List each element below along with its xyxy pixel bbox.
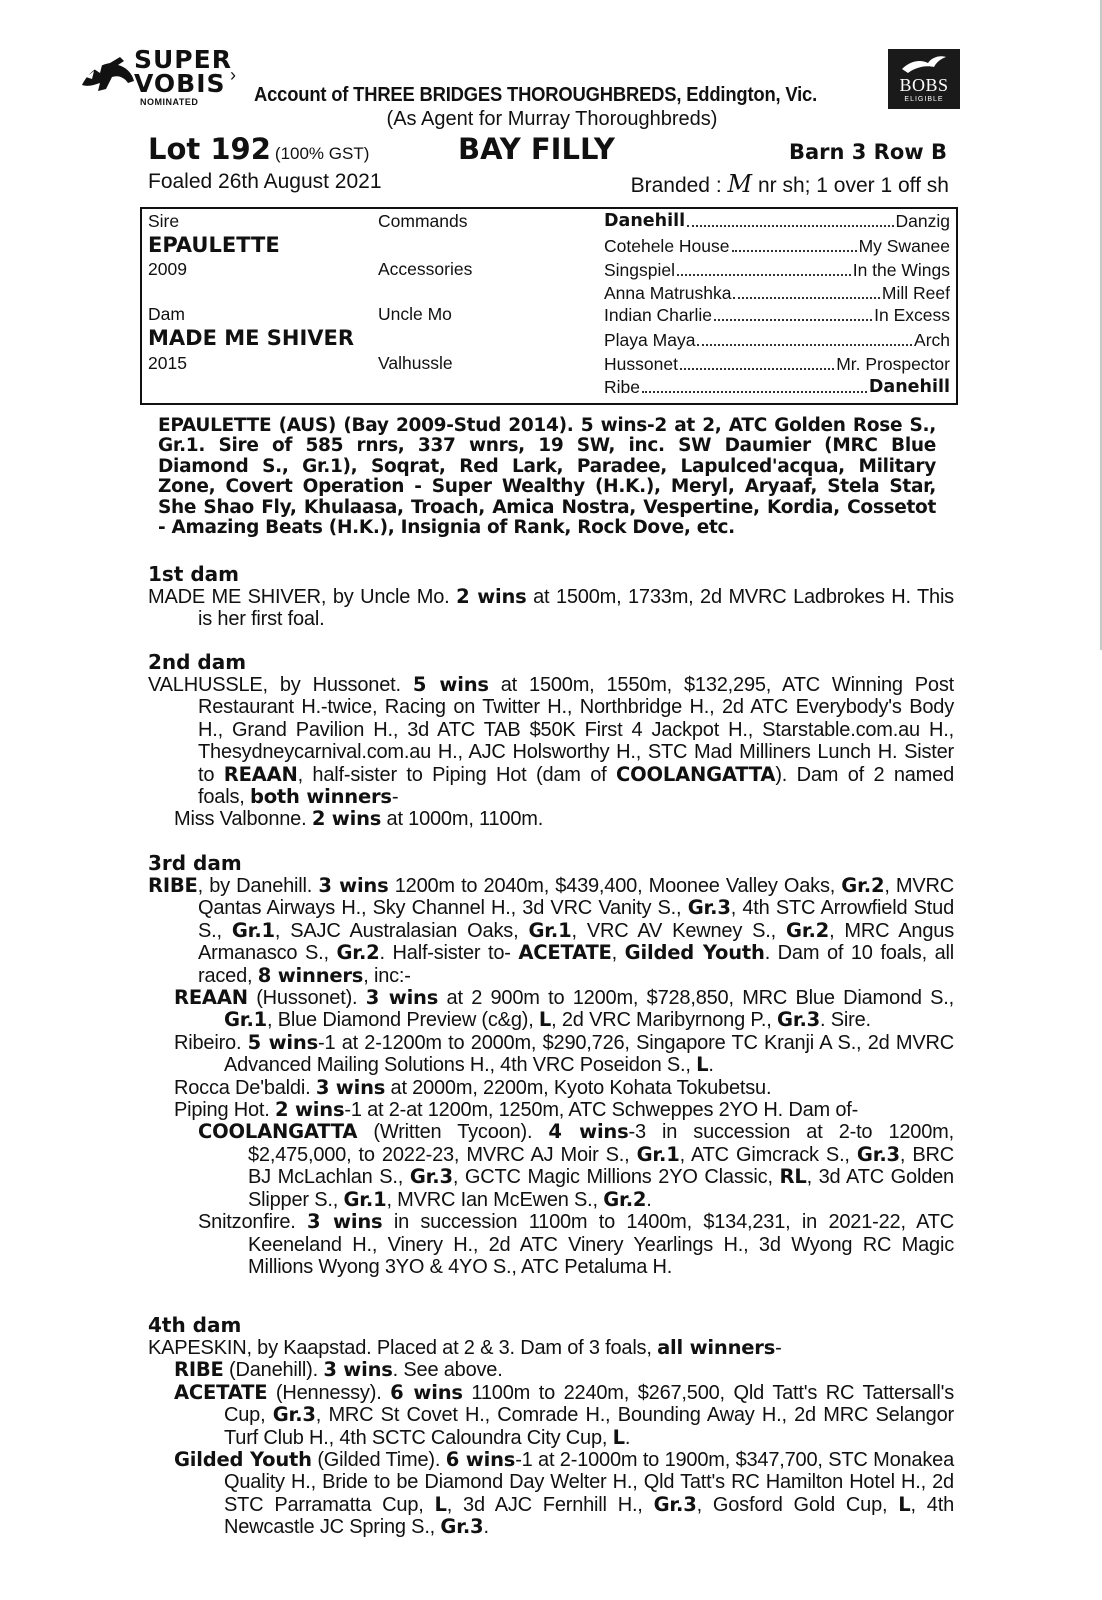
gild-t4: , Gosford Gold Cup,	[696, 1493, 899, 1516]
gild-t3: , 3d AJC Fernhill H.,	[446, 1493, 654, 1516]
third-dam-piping-hot	[148, 1099, 954, 1121]
d3-b10: 8 winners	[257, 963, 364, 987]
third-dam-coolangatta	[148, 1121, 954, 1211]
ribeiro-t2: -1 at 2-1200m to 2000m, $290,726, Singapore TC Kranji A S., 2d MVRC Advanced Mailing Solutions H., 4th VRC Poseidon S.,	[224, 1031, 954, 1077]
dam-year: 2015	[148, 353, 187, 373]
d3-t2: 1200m to 2040m, $439,400, Moonee Valley Oaks,	[388, 875, 842, 897]
ribe-t2: . See above.	[392, 1359, 503, 1382]
g2-right: My Swanee	[858, 236, 950, 256]
pedigree-g8	[604, 377, 950, 398]
acet-b1: 6 wins	[390, 1380, 463, 1404]
g8-left: Ribe	[604, 377, 640, 397]
d4-t1: KAPESKIN, by Kaapstad. Placed at 2 & 3. Dam of 3 foals,	[148, 1337, 658, 1359]
d2-t3: , half-sister to Piping Hot (dam of	[297, 763, 616, 786]
pedigree-g6	[604, 330, 950, 351]
super-vobis-line1: SUPER	[134, 45, 232, 74]
bobs-eligible-logo	[888, 49, 960, 109]
d3-t1: , by Danehill.	[197, 875, 319, 897]
lot-gst: (100% GST)	[274, 144, 370, 163]
acet-t3: , MRC St Covet H., Comrade H., Bounding Away H., 2d MRC Selangor Turf Club H., 4th SCTC Caloundra City Cup,	[224, 1404, 954, 1449]
piping-t1: Piping Hot.	[174, 1099, 275, 1122]
gild-t1: (Gilded Time).	[311, 1449, 446, 1472]
d3-b7: Gr.2	[336, 941, 380, 965]
brand-mark: M	[727, 170, 753, 198]
super-vobis-logo	[80, 45, 250, 107]
g6-left: Playa Maya	[604, 330, 696, 350]
reaan-t1: (Hussonet).	[247, 987, 366, 1010]
ribeiro-b1: 5 wins	[247, 1030, 318, 1054]
d3-t11: , inc:-	[363, 964, 411, 987]
d3-b0: RIBE	[148, 874, 198, 897]
g2-left: Cotehele House	[604, 236, 730, 256]
acet-t1: (Hennessy).	[267, 1381, 391, 1404]
lot-number	[148, 132, 369, 166]
ribeiro-t1: Ribeiro.	[174, 1031, 248, 1054]
d2-c1-t2: at 1000m, 1100m.	[381, 808, 544, 831]
pedigree-g7	[604, 354, 950, 375]
dam-sire: Uncle Mo	[378, 304, 452, 324]
fourth-dam-section	[148, 1313, 954, 1539]
d3-t5: , SAJC Australasian Oaks,	[274, 919, 529, 942]
d4-b1: all winners	[657, 1336, 776, 1359]
d3-t7: , MRC Angus Armanasco S.,	[198, 919, 954, 965]
d2-t5: -	[391, 786, 399, 809]
pedigree-g1	[604, 211, 950, 232]
gild-t5: , 4th Newcastle JC Spring S.,	[224, 1493, 954, 1539]
g3-left: Singspiel	[604, 260, 676, 280]
reaan-t4: , 2d VRC Maribyrnong P.,	[551, 1009, 778, 1032]
dam-name: MADE ME SHIVER	[148, 326, 355, 350]
super-vobis-line2: VOBIS	[134, 69, 226, 98]
g1-right: Danzig	[895, 211, 950, 231]
acet-b2: Gr.3	[272, 1403, 316, 1427]
cool-b4: Gr.3	[409, 1165, 453, 1189]
g7-right: Mr. Prospector	[836, 354, 950, 374]
pedigree-table	[140, 207, 958, 405]
pedigree-g5	[604, 305, 950, 326]
d3-b3: Gr.3	[687, 896, 731, 920]
reaan-b0: REAAN	[174, 986, 248, 1010]
gild-t2: -1 at 2-1000m to 1900m, $347,700, STC Monakea Quality H., Bride to be Diamond Day Welter H., Qld Tatt's RC Hamilton Hotel H., 2d STC Parramatta Cup,	[224, 1449, 954, 1516]
third-dam-rocca	[148, 1077, 954, 1099]
first-dam-heading: 1st dam	[148, 562, 239, 586]
d2-b1: 5 wins	[412, 673, 489, 696]
gild-b0: Gilded Youth	[174, 1448, 312, 1472]
second-dam-progeny	[148, 808, 954, 830]
ribe-t1: (Danehill).	[223, 1359, 324, 1382]
g5-right: In Excess	[874, 305, 950, 325]
reaan-b2: Gr.1	[224, 1008, 268, 1032]
d3-b8: ACETATE	[518, 941, 612, 965]
d2-b4: both winners	[249, 785, 392, 809]
cool-t5: , GCTC Magic Millions 2YO Classic,	[452, 1166, 780, 1189]
bird-icon	[898, 53, 950, 75]
ribe-b0: RIBE	[174, 1358, 224, 1382]
d2-t2: at 1500m, 1550m, $132,295, ATC Winning Post Restaurant H.-twice, Racing on Twitter H., Northbridge H., 2d ATC Everybody's Body H., Grand Pavilion H., 3d ATC TAB $50K First 4 Jackpot H., Starstable.com.au H., Thesydneycarnival.com.au H., AJC Holsworthy H., STC Mad Milliners Lunch H. Sister to	[198, 674, 954, 786]
piping-t2: -1 at 2-at 1200m, 1250m, ATC Schweppes 2YO H. Dam of-	[344, 1099, 859, 1122]
d3-b9: Gilded Youth	[624, 941, 765, 965]
d4-t2: -	[775, 1337, 782, 1359]
reaan-t2: at 2 900m to 1200m, $728,850, MRC Blue Diamond S.,	[438, 987, 954, 1010]
cool-b7: Gr.2	[603, 1187, 647, 1211]
branded-suffix: nr sh; 1 over 1 off sh	[757, 174, 949, 197]
third-dam-text	[148, 875, 954, 987]
d3-t8: . Half-sister to-	[379, 942, 519, 965]
d3-b1: 3 wins	[318, 874, 389, 897]
cool-t2: -3 in succession at 2-to 1200m, $2,475,000, to 2022-23, MVRC AJ Moir S.,	[248, 1121, 954, 1166]
acet-b0: ACETATE	[174, 1380, 268, 1404]
dam-label: Dam	[148, 304, 185, 324]
d2-t1: VALHUSSLE, by Hussonet.	[148, 674, 413, 696]
d3-t3: , MVRC Qantas Airways H., Sky Channel H., 3d VRC Vanity S.,	[198, 875, 954, 920]
cool-b0: COOLANGATTA	[198, 1120, 358, 1144]
reaan-b3: L	[538, 1008, 552, 1032]
vendor-account: Account of THREE BRIDGES THOROUGHBREDS, Eddington, Vic.	[254, 84, 818, 106]
reaan-t3: , Blue Diamond Preview (c&g),	[267, 1009, 539, 1032]
d3-t9: ,	[611, 942, 625, 965]
lot-foaled: Foaled 26th August 2021	[148, 170, 382, 193]
fourth-dam-text	[148, 1337, 954, 1359]
d2-t4: ). Dam of 2 named foals,	[198, 763, 954, 809]
d3-b6: Gr.2	[786, 918, 830, 942]
dam-dam: Valhussle	[378, 353, 453, 373]
lot-barn: Barn 3 Row B	[788, 140, 947, 164]
pedigree-g3	[604, 260, 950, 281]
acet-t4: .	[624, 1426, 631, 1449]
cool-t8: .	[646, 1188, 652, 1211]
first-dam-section	[148, 562, 954, 631]
d3-t6: , VRC AV Kewney S.,	[571, 919, 787, 942]
cool-b1: 4 wins	[548, 1120, 629, 1144]
first-dam-t1: MADE ME SHIVER, by Uncle Mo.	[148, 586, 457, 608]
d3-b2: Gr.2	[841, 874, 885, 897]
second-dam-section	[148, 650, 954, 831]
vendor-agent-text: (As Agent for Murray Thoroughbreds)	[386, 108, 718, 130]
ribeiro-t3: .	[708, 1054, 714, 1077]
acet-t2: 1100m to 2240m, $267,500, Qld Tatt's RC Tattersall's Cup,	[224, 1381, 954, 1427]
third-dam-heading: 3rd dam	[148, 851, 242, 875]
first-dam-b1: 2 wins	[456, 585, 527, 608]
cool-t6: , 3d ATC Golden Slipper S.,	[248, 1166, 954, 1211]
lot-sex: BAY FILLY	[458, 132, 615, 166]
bobs-logo-subtext: ELIGIBLE	[904, 96, 944, 103]
super-vobis-nominated: NOMINATED	[140, 97, 199, 107]
d2-b3: COOLANGATTA	[615, 762, 776, 786]
snitz-b1: 3 wins	[307, 1210, 383, 1234]
reaan-b1: 3 wins	[365, 986, 439, 1010]
second-dam-heading: 2nd dam	[148, 650, 247, 674]
lot-number-text: Lot 192	[148, 132, 271, 166]
g4-left: Anna Matrushka	[604, 283, 732, 303]
fourth-dam-gilded-youth	[148, 1449, 954, 1539]
cool-t4: , BRC BJ McLachlan S.,	[248, 1143, 954, 1189]
pedigree-g4	[604, 283, 950, 304]
ribeiro-b2: L	[696, 1053, 709, 1077]
cool-t1: (Written Tycoon).	[357, 1121, 549, 1144]
sire-sire: Commands	[378, 211, 468, 231]
rocca-t2: at 2000m, 2200m, Kyoto Kohata Tokubetsu.	[385, 1076, 772, 1099]
gild-b4: L	[898, 1492, 911, 1516]
g8-right: Danehill	[868, 377, 950, 397]
second-dam-text	[148, 674, 954, 808]
g7-left: Hussonet	[604, 354, 678, 374]
third-dam-ribeiro	[148, 1032, 954, 1077]
cool-b2: Gr.1	[636, 1142, 680, 1166]
bobs-logo-text: BOBS	[899, 75, 949, 95]
snitz-t1: Snitzonfire.	[198, 1211, 308, 1234]
acet-b3: L	[612, 1425, 625, 1449]
snitz-t2: in succession 1100m to 1400m, $134,231, in 2021-22, ATC Keeneland H., Vinery H., 2d ATC Vinery Yearlings H., 3d Wyong RC Magic Millions Wyong 3YO & 4YO S., ATC Petaluma H.	[248, 1211, 954, 1278]
d3-t10: . Dam of 10 foals, all raced,	[198, 942, 955, 987]
fourth-dam-heading: 4th dam	[148, 1313, 242, 1337]
lot-branded	[631, 170, 949, 198]
third-dam-snitzonfire	[148, 1211, 954, 1278]
fourth-dam-acetate	[148, 1382, 954, 1449]
gild-b3: Gr.3	[653, 1492, 697, 1516]
gild-b2: L	[434, 1492, 447, 1516]
horse-head-icon	[80, 55, 138, 95]
sire-name: EPAULETTE	[148, 233, 280, 257]
fourth-dam-ribe	[148, 1359, 954, 1381]
d3-b4: Gr.1	[231, 918, 275, 942]
gild-b5: Gr.3	[440, 1515, 484, 1539]
vendor-agent	[0, 108, 1102, 131]
sire-paragraph: EPAULETTE (AUS) (Bay 2009-Stud 2014). 5 wins-2 at 2, ATC Golden Rose S., Gr.1. Sire of 585 rnrs, 337 wnrs, 19 SW, inc. SW Daumier (MRC Blue Diamond S., Gr.1), Soqrat, Red Lark, Paradee, Lapulced'acqua, Military Zone, Covert Operation - Super Wealthy (H.K.), Meryl, Aryaaf, Stela Star, She Shao Fly, Khulaasa, Troach, Amica Nostra, Vespertine, Kordia, Cossetot - Amazing Beats (H.K.), Insignia of Rank, Rock Dove, etc.	[158, 415, 936, 539]
cool-b6: Gr.1	[343, 1187, 387, 1211]
pedigree-g2	[604, 236, 950, 257]
chevron-right-icon: ›	[230, 65, 236, 85]
cool-b3: Gr.3	[856, 1142, 900, 1166]
ribe-b1: 3 wins	[323, 1358, 393, 1382]
g6-right: Arch	[914, 330, 950, 350]
rocca-t1: Rocca De'baldi.	[174, 1076, 316, 1099]
g3-right: In the Wings	[852, 260, 950, 280]
third-dam-section	[148, 851, 954, 1278]
d2-b2: REAAN	[223, 762, 298, 786]
piping-b1: 2 wins	[275, 1098, 345, 1122]
gild-t6: .	[483, 1516, 489, 1539]
d2-c1-b1: 2 wins	[311, 807, 382, 831]
cool-b5: RL	[779, 1165, 807, 1189]
sire-label: Sire	[148, 211, 180, 231]
first-dam-t2: at 1500m, 1733m, 2d MVRC Ladbrokes H. This is her first foal.	[198, 586, 954, 631]
gild-b1: 6 wins	[445, 1448, 516, 1472]
sire-dam: Accessories	[378, 259, 473, 279]
g1-left: Danehill	[604, 211, 686, 231]
d3-t4: , 4th STC Arrowfield Stud S.,	[198, 897, 954, 942]
reaan-t5: . Sire.	[820, 1009, 871, 1032]
sire-year: 2009	[148, 259, 187, 279]
third-dam-reaan	[148, 987, 954, 1032]
branded-prefix: Branded :	[630, 174, 722, 197]
first-dam-text	[148, 586, 954, 631]
cool-t3: , ATC Gimcrack S.,	[679, 1143, 857, 1166]
rocca-b1: 3 wins	[315, 1075, 386, 1099]
d2-c1-t1: Miss Valbonne.	[174, 808, 312, 831]
reaan-b4: Gr.3	[777, 1008, 821, 1032]
cool-t7: , MVRC Ian McEwen S.,	[386, 1188, 604, 1211]
d3-b5: Gr.1	[528, 918, 572, 942]
g5-left: Indian Charlie	[604, 305, 712, 325]
g4-right: Mill Reef	[881, 283, 950, 303]
